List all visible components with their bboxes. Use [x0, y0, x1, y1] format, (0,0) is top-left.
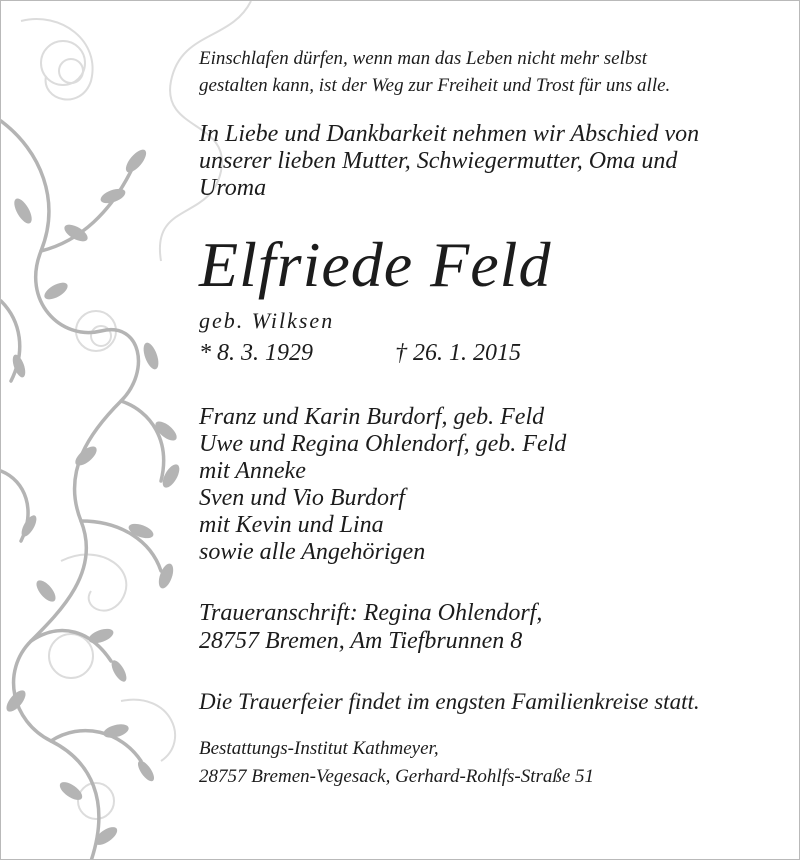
intro-line: Uroma — [199, 175, 267, 201]
mourner-line: Franz und Karin Burdorf, geb. Feld — [199, 404, 545, 430]
intro-line: unserer lieben Mutter, Schwiegermutter, Oma und — [199, 148, 678, 174]
notice-text — [199, 45, 789, 791]
ceremony-note: Die Trauerfeier findet im engsten Familienkreise statt. — [199, 689, 700, 714]
motto-line: gestalten kann, ist der Weg zur Freiheit und Trost für uns alle. — [199, 75, 671, 96]
address-line: Traueranschrift: Regina Ohlendorf, — [199, 600, 543, 626]
mourning-address — [199, 599, 789, 655]
birth-date: * 8. 3. 1929 — [199, 340, 313, 366]
life-dates — [199, 338, 789, 368]
funeral-home-name: Bestattungs-Institut Kathmeyer, — [199, 738, 439, 759]
mourner-line: Sven und Vio Burdorf — [199, 485, 405, 511]
farewell-intro — [199, 121, 789, 202]
mourner-line: mit Kevin und Lina — [199, 512, 384, 538]
motto-line: Einschlafen dürfen, wenn man das Leben nicht mehr selbst — [199, 48, 648, 69]
mourner-line: mit Anneke — [199, 458, 306, 484]
mourner-line: Uwe und Regina Ohlendorf, geb. Feld — [199, 431, 567, 457]
funeral-home-address: 28757 Bremen-Vegesack, Gerhard-Rohlfs-Straße 51 — [199, 766, 595, 787]
funeral-home — [199, 735, 789, 791]
mourner-line: sowie alle Angehörigen — [199, 539, 426, 565]
intro-line: In Liebe und Dankbarkeit nehmen wir Abschied von — [199, 121, 700, 147]
address-line: 28757 Bremen, Am Tiefbrunnen 8 — [199, 628, 523, 654]
mourners-list — [199, 404, 789, 566]
death-date: † 26. 1. 2015 — [395, 340, 521, 366]
maiden-name: geb. Wilksen — [199, 308, 335, 333]
motto-quote — [199, 45, 789, 99]
deceased-name: Elfriede Feld — [199, 229, 552, 300]
